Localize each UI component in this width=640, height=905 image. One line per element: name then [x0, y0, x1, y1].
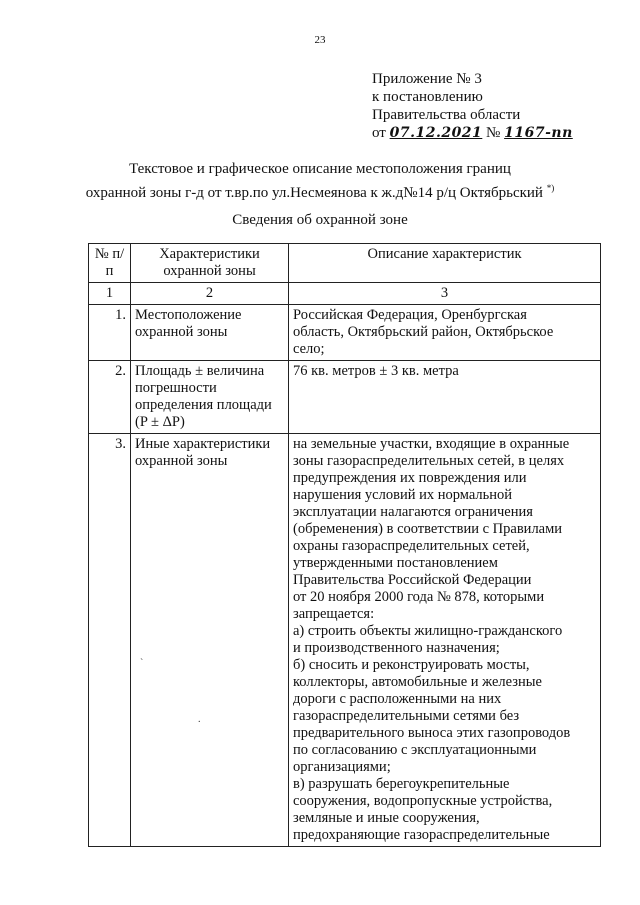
row-characteristic: Местоположение охранной зоны [131, 305, 289, 361]
header-characteristics: Характеристики охранной зоны [131, 244, 289, 283]
number-prefix: № [486, 125, 501, 141]
description-line: 76 кв. метров ± 3 кв. метра [293, 363, 459, 379]
page-number: 23 [314, 34, 326, 46]
description-line: организациями; [293, 759, 391, 775]
description-line: село; [293, 341, 325, 357]
description-line: эксплуатации налагаются ограничения [293, 504, 533, 520]
column-number-1: 1 [89, 283, 131, 305]
description-line: на земельные участки, входящие в охранные [293, 436, 570, 452]
description-line: Правительства Российской Федерации [293, 572, 532, 588]
row-characteristic: Иные характеристики охранной зоны [131, 434, 289, 847]
row-number: 1. [89, 305, 131, 361]
date-prefix: от [372, 125, 386, 141]
table-row [89, 434, 601, 847]
description-line: утвержденными постановлением [293, 555, 498, 571]
description-line: Российская Федерация, Оренбургская [293, 307, 527, 323]
description-line: а) строить объекты жилищно-гражданского [293, 623, 563, 639]
description-line: (обременения) в соответствии с Правилами [293, 521, 563, 537]
zone-info-table [88, 243, 601, 847]
appendix-date-line [372, 124, 612, 142]
section-subtitle: Сведения об охранной зоне [232, 212, 408, 228]
description-line: в) разрушать берегоукрепительные [293, 776, 510, 792]
title-line-1: Текстовое и графическое описание местоположения границ [129, 161, 511, 177]
description-line: по согласованию с эксплуатационными [293, 742, 537, 758]
appendix-block [372, 70, 612, 142]
scan-mark: . [198, 714, 201, 725]
handwritten-number: 1167-пп [504, 125, 573, 141]
appendix-line-3: Правительства области [372, 107, 521, 123]
footnote-mark: *) [546, 183, 555, 193]
header-num: № п/п [89, 244, 131, 283]
header-description: Описание характеристик [289, 244, 601, 283]
row-description [289, 361, 601, 434]
column-number-row [89, 283, 601, 305]
column-number-3: 3 [289, 283, 601, 305]
description-line: предварительного выноса этих газопроводов [293, 725, 571, 741]
table-header-row [89, 244, 601, 283]
row-description [289, 305, 601, 361]
appendix-line-1: Приложение № 3 [372, 71, 482, 87]
description-line: область, Октябрьский район, Октябрьское [293, 324, 554, 340]
document-title [60, 160, 580, 203]
description-line: земляные и иные сооружения, [293, 810, 480, 826]
handwritten-date: 07.12.2021 [389, 125, 483, 141]
column-number-2: 2 [131, 283, 289, 305]
description-line: б) сносить и реконструировать мосты, [293, 657, 530, 673]
description-line: предохраняющие газораспределительные [293, 827, 550, 843]
description-line: предупреждения их повреждения или [293, 470, 527, 486]
row-characteristic: Площадь ± величина погрешности определения площади (P ± ΔP) [131, 361, 289, 434]
title-line-2 [60, 179, 580, 203]
description-line: газораспределительными сетями без [293, 708, 520, 724]
description-line: и производственного назначения; [293, 640, 500, 656]
description-line: от 20 ноября 2000 года № 878, которыми [293, 589, 545, 605]
row-number: 3. [89, 434, 131, 847]
title-line-2-text: охранной зоны г-д от т.вр.по ул.Несмеянова к ж.д№14 р/ц Октябрьский [85, 185, 543, 201]
appendix-line-2: к постановлению [372, 89, 483, 105]
description-line: коллекторы, автомобильные и железные [293, 674, 542, 690]
description-line: охраны газораспределительных сетей, [293, 538, 530, 554]
row-number: 2. [89, 361, 131, 434]
row-description [289, 434, 601, 847]
description-line: сооружения, водопропускные устройства, [293, 793, 553, 809]
description-line: дороги с расположенными на них [293, 691, 502, 707]
description-line: нарушения условий их нормальной [293, 487, 513, 503]
table-row [89, 305, 601, 361]
scan-mark: ` [140, 658, 144, 669]
description-line: зоны газораспределительных сетей, в целях [293, 453, 565, 469]
description-line: запрещается: [293, 606, 375, 622]
table-row [89, 361, 601, 434]
